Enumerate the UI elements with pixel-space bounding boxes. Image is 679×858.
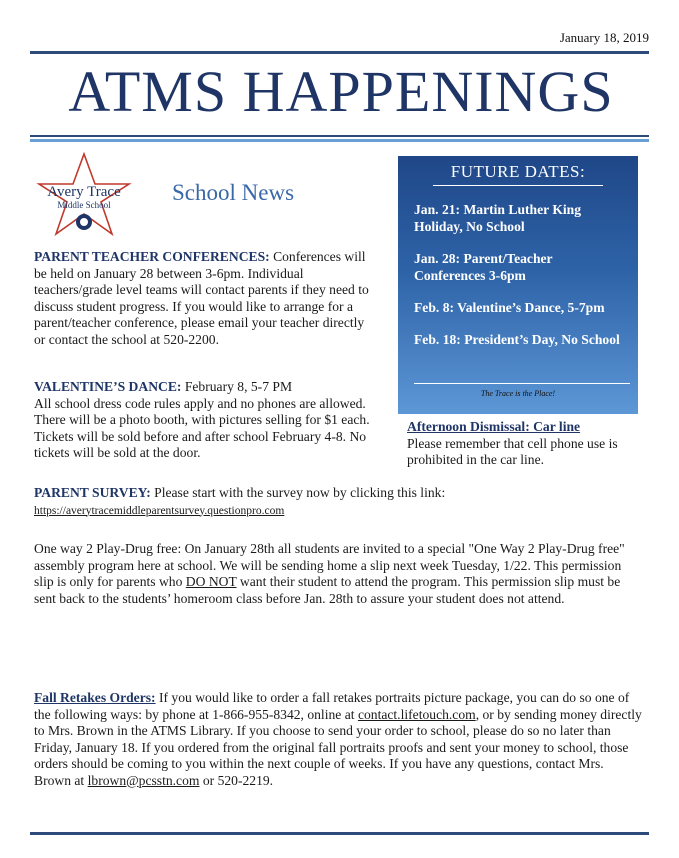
play-emphasis: DO NOT bbox=[185, 574, 237, 589]
valentines-block bbox=[34, 379, 384, 462]
footer-rule bbox=[414, 383, 630, 384]
header-accent-rule bbox=[30, 139, 649, 142]
valentines-title: VALENTINE’S DANCE: bbox=[34, 379, 182, 394]
dismissal-block bbox=[407, 419, 639, 469]
header-bottom-rule bbox=[30, 135, 649, 137]
survey-text: Please start with the survey now by clicking this link: bbox=[150, 485, 446, 500]
date-item: Feb. 18: President’s Day, No School bbox=[414, 332, 620, 347]
sidebar-tagline: The Trace is the Place! bbox=[480, 389, 556, 398]
retakes-text-a: If you would like to order a fall retakes portraits picture package, you can do so one of the following ways: by phone at 1-866-955-8342, online at bbox=[34, 690, 630, 722]
retakes-title: Fall Retakes Orders: bbox=[34, 690, 156, 705]
email-link[interactable]: lbrown@pcsstn.com bbox=[87, 772, 200, 788]
survey-link[interactable]: https://averytracemiddleparentsurvey.questionpro.com bbox=[34, 504, 285, 517]
heading-rule bbox=[433, 185, 603, 186]
newsletter-title: ATMS HAPPENINGS bbox=[68, 59, 614, 124]
conferences-title: PARENT TEACHER CONFERENCES: bbox=[34, 249, 270, 264]
dismissal-title: Afternoon Dismissal: Car line bbox=[407, 419, 581, 434]
play-text-b: want their student to attend the program. This permission slip must be sent back to the students’ homeroom class before Jan. 28th to assure your student does not attend. bbox=[34, 574, 621, 606]
future-dates-heading: FUTURE DATES: bbox=[450, 162, 586, 181]
future-dates-panel bbox=[398, 156, 638, 414]
dismissal-text: Please remember that cell phone use is prohibited in the car line. bbox=[407, 435, 618, 467]
logo-line-2: Middle School bbox=[57, 200, 111, 210]
conferences-text: Conferences will be held on January 28 between 3-6pm. Individual teachers/grade level teams will contact parents if they need to discuss student progress. If you would like to arrange for a parent/teacher conference, please email your teacher directly or contact the school at 520-2200. bbox=[34, 249, 369, 347]
logo-line-1: Avery Trace bbox=[47, 184, 121, 200]
retakes-block bbox=[34, 690, 642, 789]
school-logo bbox=[32, 152, 136, 236]
valentines-text: All school dress code rules apply and no phones are allowed. There will be a photo booth, with pictures selling for $1 each. Tickets will be sold before and after school February 4-8. No tickets will be sold at the door. bbox=[34, 395, 370, 460]
date-item: Jan. 28: Parent/Teacher Conferences 3-6pm bbox=[414, 251, 553, 283]
survey-block bbox=[34, 485, 644, 519]
survey-title: PARENT SURVEY: bbox=[34, 485, 151, 500]
section-title: School News bbox=[172, 180, 295, 205]
lifetouch-link[interactable]: contact.lifetouch.com bbox=[357, 706, 476, 722]
play-block bbox=[34, 541, 642, 607]
conferences-block bbox=[34, 249, 374, 348]
issue-date: January 18, 2019 bbox=[559, 30, 649, 45]
valentines-date: February 8, 5-7 PM bbox=[181, 379, 293, 394]
date-item: Jan. 21: Martin Luther King Holiday, No School bbox=[414, 202, 582, 234]
play-text-a: One way 2 Play-Drug free: On January 28th all students are invited to a special "One Way 2 Play-Drug free" assembly program here at school. We will be sending home a slip next week Tuesday, 1/22. This permission slip is only for parents who bbox=[34, 541, 625, 589]
date-item: Feb. 8: Valentine’s Dance, 5-7pm bbox=[414, 300, 605, 315]
header-top-rule bbox=[30, 51, 649, 54]
retakes-text-c: or 520-2219. bbox=[199, 772, 274, 788]
retakes-text-b: , or by sending money directly to Mrs. Brown in the ATMS Library. If you choose to send your order to school, please do so no later than Friday, January 18. If you ordered from the original fall portraits proofs and sent your money to school, those orders should be coming to you within the next couple of weeks. If you have any questions, contact Mrs. Brown at bbox=[34, 706, 642, 788]
footer-page-rule bbox=[30, 832, 649, 835]
